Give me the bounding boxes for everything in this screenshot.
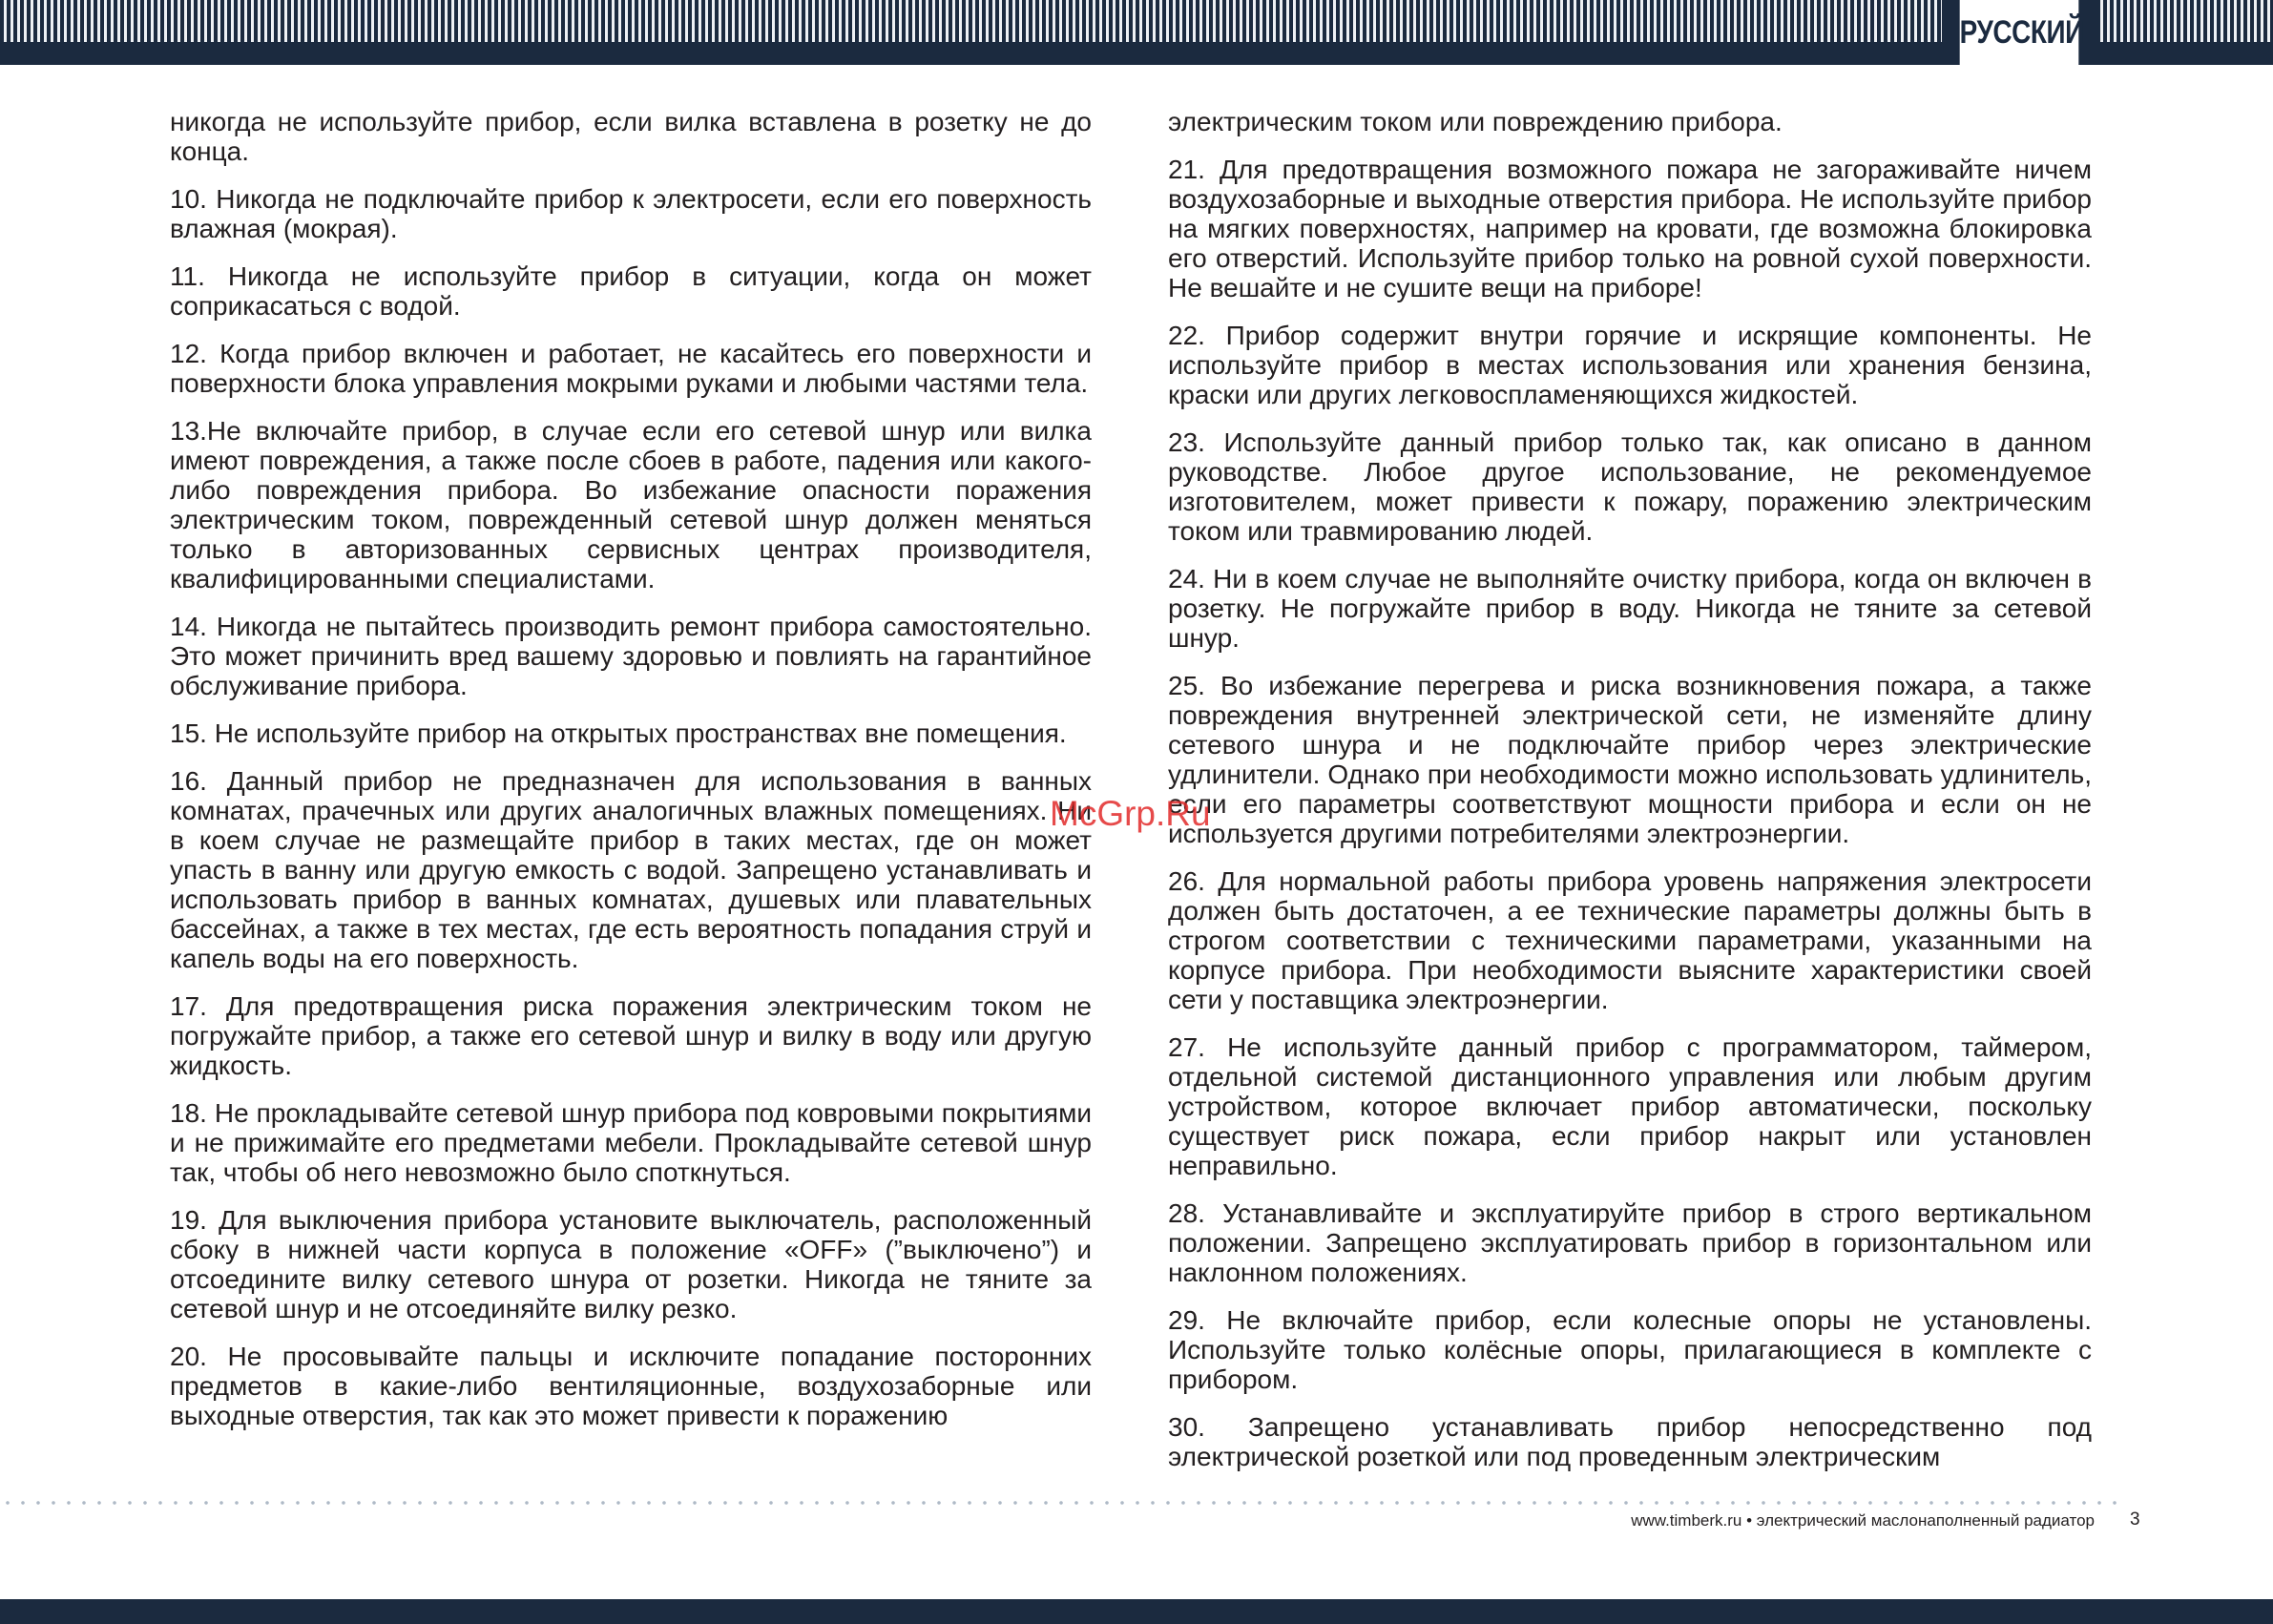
paragraph-23: 23. Используйте данный прибор только так, как описано в данном руководстве. Любое другое использование, не рекомендуемое изготовителем, может привести к пожару, поражению электрическим током или травмированию людей. bbox=[1168, 427, 2092, 546]
left-column bbox=[170, 107, 1092, 1448]
watermark: McGrp.Ru bbox=[1050, 794, 1211, 833]
paragraph-26: 26. Для нормальной работы прибора уровень напряжения электросети должен быть достаточен, а ее технические параметры должны быть в строгом соответствии с техническими параметрами, указанными на корпусе прибора. При необходимости выясните характеристики своей сети у поставщика электроэнергии. bbox=[1168, 866, 2092, 1014]
header-stripes-right bbox=[2096, 0, 2273, 42]
paragraph-10: 10. Никогда не подключайте прибор к электросети, если его поверхность влажная (мокрая). bbox=[170, 184, 1092, 243]
paragraph-24: 24. Ни в коем случае не выполняйте очистку прибора, когда он включен в розетку. Не погружайте прибор в воду. Никогда не тяните за сетевой шнур. bbox=[1168, 564, 2092, 653]
paragraph-20: 20. Не просовывайте пальцы и исключите попадание посторонних предметов в какие-либо вентиляционные, воздухозаборные или выходные отверстия, так как это может привести к поражению bbox=[170, 1342, 1092, 1430]
paragraph-27: 27. Не используйте данный прибор с программатором, таймером, отдельной системой дистанционного управления или любым другим устройством, которое включает прибор автоматически, поскольку существует риск пожара, если прибор накрыт или установлен неправильно. bbox=[1168, 1032, 2092, 1180]
paragraph-22: 22. Прибор содержит внутри горячие и искрящие компоненты. Не используйте прибор в местах использования или хранения бензина, краски или других легковоспламеняющихся жидкостей. bbox=[1168, 321, 2092, 409]
footer-band bbox=[0, 1599, 2273, 1624]
paragraph-continuation: никогда не используйте прибор, если вилка вставлена в розетку не до конца. bbox=[170, 107, 1092, 166]
paragraph-25: 25. Во избежание перегрева и риска возникновения пожара, а также повреждения внутренней электрической сети, не изменяйте длину сетевого шнура и не подключайте прибор через электрические удлинители. Однако при необходимости можно использовать удлинитель, если его параметры соответствуют мощности прибора и если он не используется другими потребителями электроэнергии. bbox=[1168, 671, 2092, 848]
paragraph-continuation-right: электрическим током или повреждению прибора. bbox=[1168, 107, 1783, 136]
paragraph-29: 29. Не включайте прибор, если колесные опоры не установлены. Используйте только колёсные опоры, прилагающиеся в комплекте с прибором. bbox=[1168, 1305, 2092, 1394]
header-stripes-left bbox=[0, 0, 1942, 42]
dotted-divider bbox=[0, 1501, 2118, 1505]
paragraph-17: 17. Для предотвращения риска поражения электрическим током не погружайте прибор, а также его сетевой шнур и вилку в воду или другую жидкость. bbox=[170, 991, 1092, 1080]
header-band bbox=[0, 0, 2273, 65]
footer-text: www.timberk.ru • электрический маслонаполненный радиатор bbox=[1631, 1511, 2095, 1530]
paragraph-12: 12. Когда прибор включен и работает, не касайтесь его поверхности и поверхности блока управления мокрыми руками и любыми частями тела. bbox=[170, 339, 1092, 398]
paragraph-11: 11. Никогда не используйте прибор в ситуации, когда он может соприкасаться с водой. bbox=[170, 261, 1092, 321]
right-column bbox=[1168, 107, 2092, 1489]
paragraph-14: 14. Никогда не пытайтесь производить ремонт прибора самостоятельно. Это может причинить вред вашему здоровью и повлиять на гарантийное обслуживание прибора. bbox=[170, 612, 1092, 700]
page-number: 3 bbox=[2130, 1509, 2140, 1530]
paragraph-15: 15. Не используйте прибор на открытых пространствах вне помещения. bbox=[170, 718, 1067, 748]
paragraph-16: 16. Данный прибор не предназначен для использования в ванных комнатах, прачечных или других аналогичных влажных помещениях. Ни в коем случае не размещайте прибор в таких местах, где он может упасть в ванну или другую емкость с водой. Запрещено устанавливать и использовать прибор в ванных комнатах, душевых или плавательных бассейнах, а также в тех местах, где есть вероятность попадания струй и капель воды на его поверхность. bbox=[170, 766, 1092, 973]
paragraph-13: 13.Не включайте прибор, в случае если его сетевой шнур или вилка имеют повреждения, а также после сбоев в работе, падения или какого-либо повреждения прибора. Во избежание опасности поражения электрическим током, поврежденный сетевой шнур должен меняться только в авторизованных сервисных центрах производителя, квалифицированными специалистами. bbox=[170, 416, 1092, 593]
language-label: РУССКИЙ bbox=[1960, 0, 2079, 65]
paragraph-21: 21. Для предотвращения возможного пожара не загораживайте ничем воздухозаборные и выходные отверстия прибора. Не используйте прибор на мягких поверхностях, например на кровати, где возможна блокировка его отверстий. Используйте прибор только на ровной сухой поверхности. Не вешайте и не сушите вещи на приборе! bbox=[1168, 155, 2092, 302]
paragraph-18: 18. Не прокладывайте сетевой шнур прибора под ковровыми покрытиями и не прижимайте его предметами мебели. Прокладывайте сетевой шнур так, чтобы об него невозможно было споткнуться. bbox=[170, 1098, 1092, 1187]
paragraph-30: 30. Запрещено устанавливать прибор непосредственно под электрической розеткой или под проведенным электрическим bbox=[1168, 1412, 2092, 1471]
paragraph-19: 19. Для выключения прибора установите выключатель, расположенный сбоку в нижней части корпуса в положение «OFF» (”выключено”) и отсоедините вилку сетевого шнура от розетки. Никогда не тяните за сетевой шнур и не отсоединяйте вилку резко. bbox=[170, 1205, 1092, 1323]
paragraph-28: 28. Устанавливайте и эксплуатируйте прибор в строго вертикальном положении. Запрещено эксплуатировать прибор в горизонтальном или наклонном положениях. bbox=[1168, 1198, 2092, 1287]
